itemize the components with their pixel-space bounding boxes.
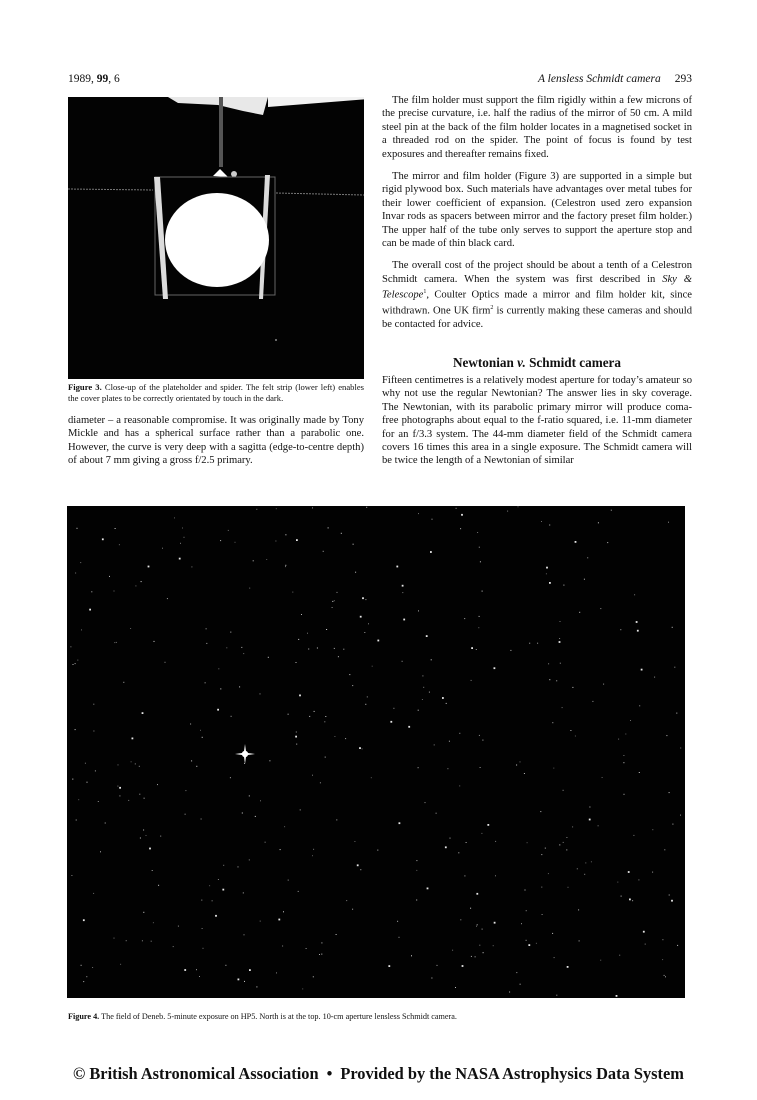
right-column-text [382,94,692,332]
section-text [382,374,692,468]
article-title: A lensless Schmidt camera [537,73,661,85]
copyright: © British Astronomical Association [73,1064,319,1083]
figure-label: Figure 3. [68,382,102,392]
paragraph: The mirror and film holder (Figure 3) are supported in a simple but rigid plywood box. Such materials have advantages over metal tubes for their lower coefficient of expansion. (Celestron used zero expansion Invar rods as spacers between mirror and the factory preset film holder.) The upper half of the tube only serves to support the aperture stop and can be made of thin black card. [382,171,692,250]
paragraph: The film holder must support the film rigidly within a few microns of the precise curvature, i.e. half the radius of the mirror of 50 cm. A mild steel pin at the back of the film holder locates in a magnetised socket in a threaded rod on the spider. The point of focus is found by test exposures and thereafter remains fixed. [382,95,692,160]
separator: • [326,1064,333,1083]
figure-4-star-field [67,506,685,998]
provider: Provided by the NASA Astrophysics Data System [340,1064,684,1083]
page-number: 293 [674,73,692,85]
footnote-ref: 2 [490,305,494,312]
page-header-right [538,73,692,85]
left-column-text [68,414,364,468]
paragraph: Fifteen centimetres is a relatively modest aperture for today’s amateur so why not use the regular Newtonian? The answer lies in sky coverage. The Newtonian, with its parabolic primary mirror will produce coma-free photographs about equal to the f-ratio squared, i.e. 11-mm diameter for an f/3.3 system. The 44-mm diameter field of the Schmidt camera covers 16 times this area in a single exposure. The Schmidt camera will be twice the length of a Newtonian of similar [382,375,692,467]
section-heading: Newtonian v. Schmidt camera [452,355,621,370]
paragraph: The overall cost of the project should be about a tenth of a Celestron Schmidt camera. When the system was first described in Sky & Telescope$^1$, Coulter Optics made a mirror and film holder kit, since withdrawn. One UK firm$^2$ is currently making these cameras and should be contacted for advice. [382,260,692,331]
plateholder-photo-graphic [68,97,364,379]
figure-label: Figure 4. [68,1012,100,1021]
figure-4-caption: Figure 4. The field of Deneb. 5-minute exposure on HP5. North is at the top. 10-cm aperture lensless Schmidt camera. [68,1012,457,1021]
star-field-graphic [67,506,685,998]
volume: 99 [96,73,109,85]
figure-3-photo [68,97,364,379]
figure-3-caption: Figure 3. Close-up of the plateholder and spider. The felt strip (lower left) enables the cover plates to be correctly orientated by touch in the dark. [68,382,364,403]
running-head [68,73,692,89]
journal-name: Sky & Telescope [382,273,692,301]
paragraph: diameter – a reasonable compromise. It was originally made by Tony Mickle and has a spherical surface rather than a parabolic one. However, the curve is very deep with a sagitta (edge-to-centre depth) of about 7 mm giving a gross f/2.5 primary. [68,415,364,467]
citation: 1989, 99, 6 [68,73,120,85]
footnote-ref: 1 [423,289,427,296]
footer [0,1064,757,1084]
